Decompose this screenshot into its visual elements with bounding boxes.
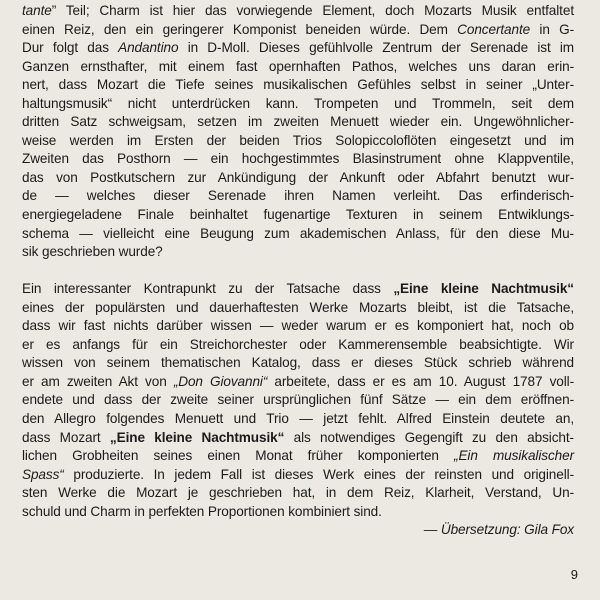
text-line: nert, dass Mozart die Tiefe seines musikalischen Gefühles selbst in seiner „Unter- [22,77,574,93]
text-line: das von Postkutschern zur Ankündigung der Ankunft oder Abfahrt benutzt wur- [22,169,574,185]
page-number: 9 [570,567,578,582]
paragraph-1 [22,2,574,262]
text-line: wissen von seinem thematischen Katalog, dass er dieses Stück schrieb während [22,355,574,371]
text-line: Dur folgt das Andantino in D-Moll. Dieses gefühlvolle Zentrum der Serenade ist im [22,40,574,56]
text-line: schuld und Charm in perfekten Proportionen kombiniert sind. [22,503,382,519]
text-line: endete und dass der zweite seiner ursprünglichen fünf Sätze — ein dem eröffnen- [22,392,574,408]
text-line: dritten Satz schweigsam, setzen im zweiten Menuett wieder ein. Ungewöhnlicher- [22,114,574,130]
text-line: einen Reiz, den ein geringerer Komponist beneiden würde. Dem Concertante in G- [22,21,574,37]
text-line: den Allegro folgendes Menuett und Trio — jetzt fehlt. Alfred Einstein deutete an, [22,410,574,426]
text-line: weise werden im Ersten der beiden Trios Solopiccoloflöten eingesetzt und im [22,132,574,148]
text-line: tante” Teil; Charm ist hier das vorwiegende Element, doch Mozarts Musik entfaltet [22,3,574,18]
text-line: schema — vielleicht eine Beugung zum akademischen Anlass, für den diese Mu- [22,225,574,241]
text-line: Spass“ produzierte. In jedem Fall ist dieses Werk eines der reinsten und originell- [22,466,574,482]
text-line: dass wir fast nichts darüber wissen — weder warum er es komponiert hat, noch ob [22,318,574,334]
paragraph-2 [22,280,574,521]
text-line: er es anfangs für ein Streichorchester oder Kammerensemble beabsichtigte. Wir [22,336,574,352]
text-line: dass Mozart „Eine kleine Nachtmusik“ als notwendiges Gegengift zu den absicht- [22,429,574,445]
text-line: sik geschrieben wurde? [22,244,163,260]
text-line: de — welches dieser Serenade ihren Namen verleiht. Das erfinderisch- [22,188,574,204]
text-line: Ein interessanter Kontrapunkt zu der Tatsache dass „Eine kleine Nachtmusik“ [22,281,574,297]
text-line: lichen Grobheiten seines einen Monat früher komponierten „Ein musikalischer [22,448,574,464]
text-line: eines der populärsten und dauerhaftesten Werke Mozarts bleibt, ist die Tatsache, [22,299,574,315]
body-text [22,2,574,540]
text-line: er am zweiten Akt von „Don Giovanni“ arbeitete, dass er es am 10. August 1787 voll- [22,373,574,389]
text-line: Ganzen ernsthafter, mit einem fast opernhaften Pathos, welches uns daran erin- [22,58,574,74]
text-line: Zweiten das Posthorn — ein hochgestimmtes Blasinstrument ohne Klappventile, [22,151,574,167]
text-line: haltungsmusik“ nicht unterdrücken kann. Trompeten und Trommeln, seit dem [22,95,574,111]
text-line: energiegeladene Finale beinhaltet fugenartige Texturen in seinem Entwiklungs- [22,207,574,223]
text-line: sten Werke die Mozart je geschrieben hat, in dem Reiz, Klarheit, Verstand, Un- [22,485,574,501]
translator-credit: — Übersetzung: Gila Fox [423,522,574,538]
